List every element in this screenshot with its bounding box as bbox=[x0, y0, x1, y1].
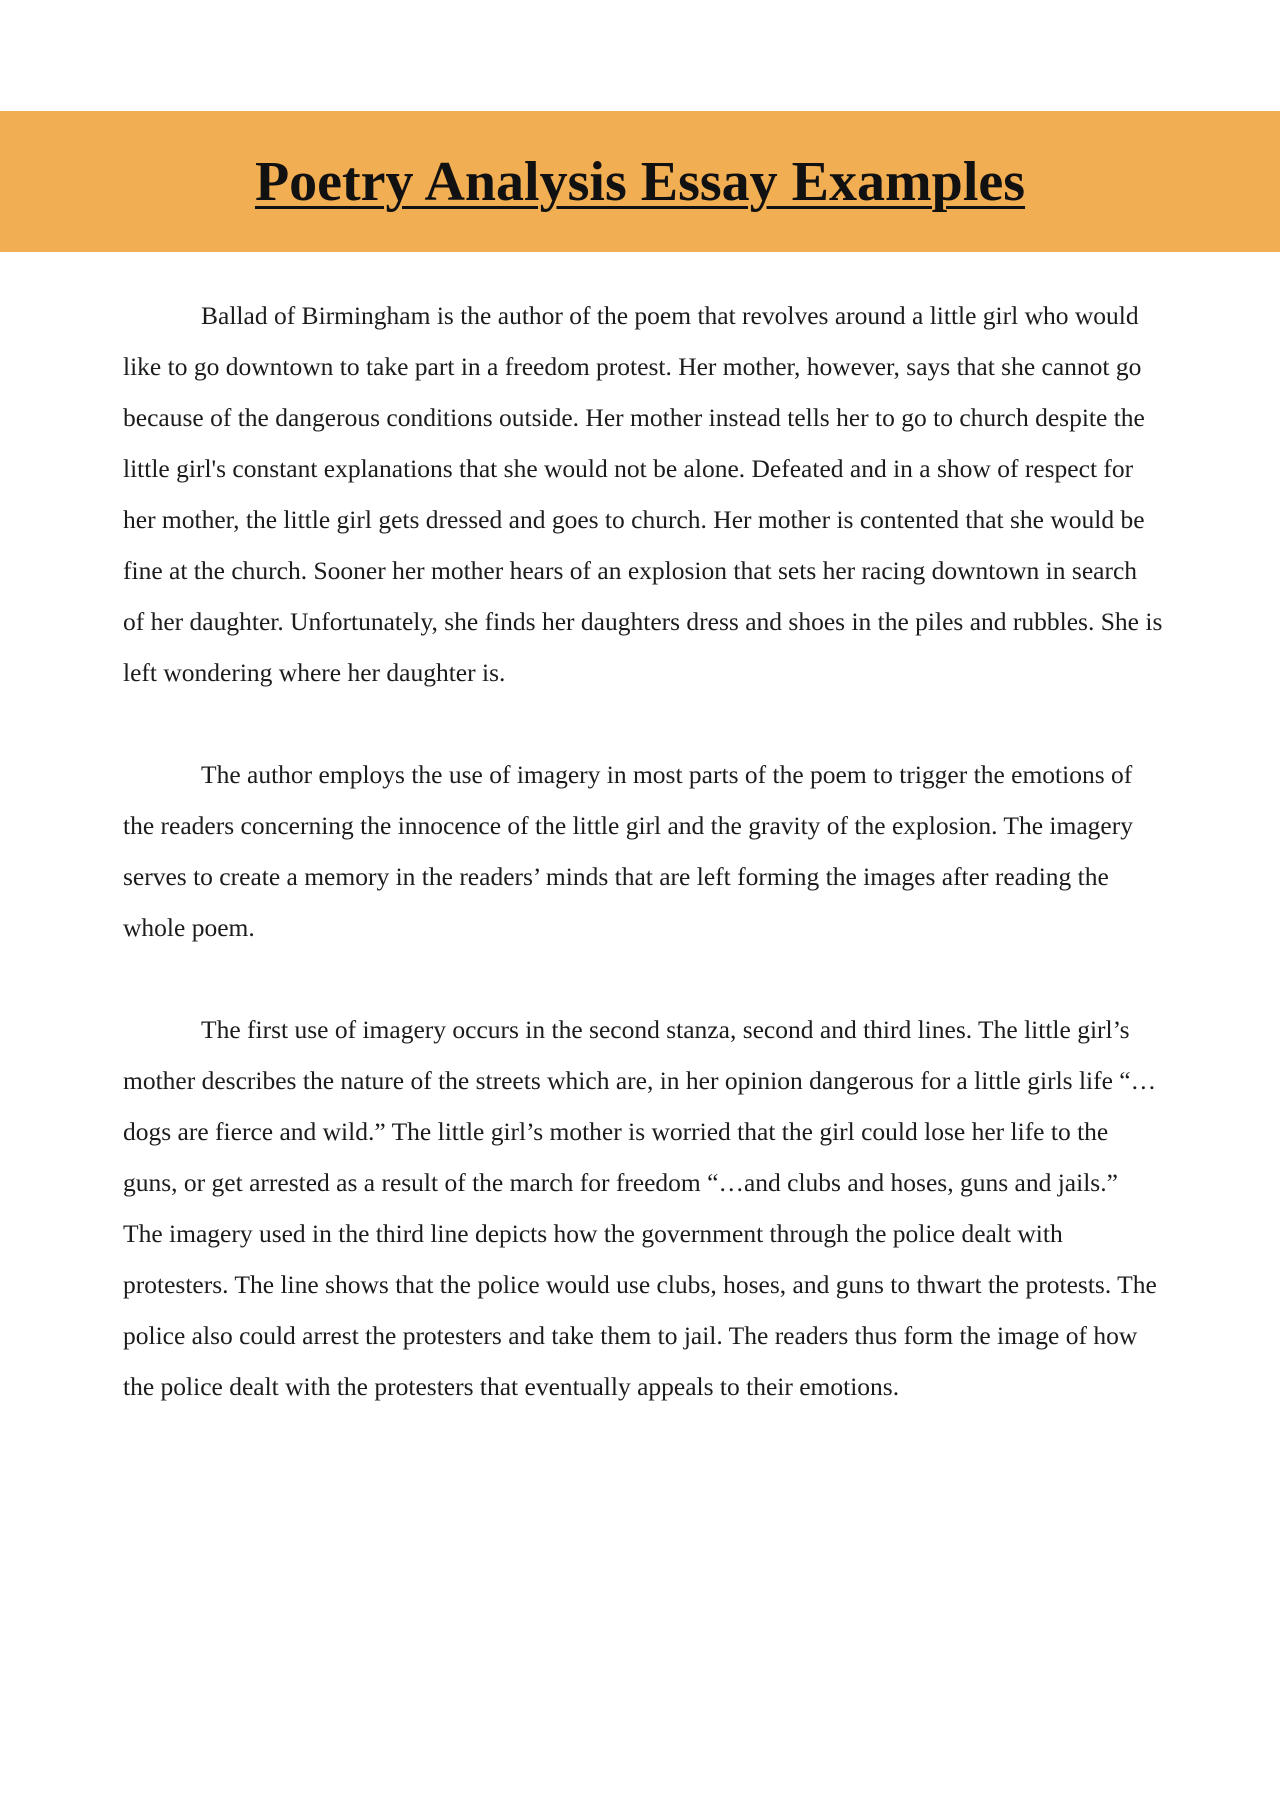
title-banner bbox=[0, 111, 1280, 252]
essay-paragraph-2: The author employs the use of imagery in most parts of the poem to trigger the emotions of the readers concerning the innocence of the little girl and the gravity of the explosion. The imagery serves to create a memory in the readers’ minds that are left forming the images after reading the whole poem. bbox=[123, 760, 1133, 942]
essay-paragraph-3: The first use of imagery occurs in the second stanza, second and third lines. The little girl’s mother describes the nature of the streets which are, in her opinion dangerous for a little girls life “…dogs are fierce and wild.” The little girl’s mother is worried that the girl could lose her life to the guns, or get arrested as a result of the march for freedom “…and clubs and hoses, guns and jails.” The imagery used in the third line depicts how the government through the police dealt with protesters. The line shows that the police would use clubs, hoses, and guns to thwart the protests. The police also could arrest the protesters and take them to jail. The readers thus form the image of how the police dealt with the protesters that eventually appeals to their emotions. bbox=[123, 1015, 1157, 1401]
page-title: Poetry Analysis Essay Examples bbox=[254, 150, 1026, 213]
essay-paragraph-1: Ballad of Birmingham is the author of the poem that revolves around a little girl who would like to go downtown to take part in a freedom protest. Her mother, however, says that she cannot go because of the dangerous conditions outside. Her mother instead tells her to go to church despite the little girl's constant explanations that she would not be alone. Defeated and in a show of respect for her mother, the little girl gets dressed and goes to church. Her mother is contented that she would be fine at the church. Sooner her mother hears of an explosion that sets her racing downtown in search of her daughter. Unfortunately, she finds her daughters dress and shoes in the piles and rubbles. She is left wondering where her daughter is. bbox=[123, 301, 1163, 687]
essay-body bbox=[123, 290, 1163, 1412]
